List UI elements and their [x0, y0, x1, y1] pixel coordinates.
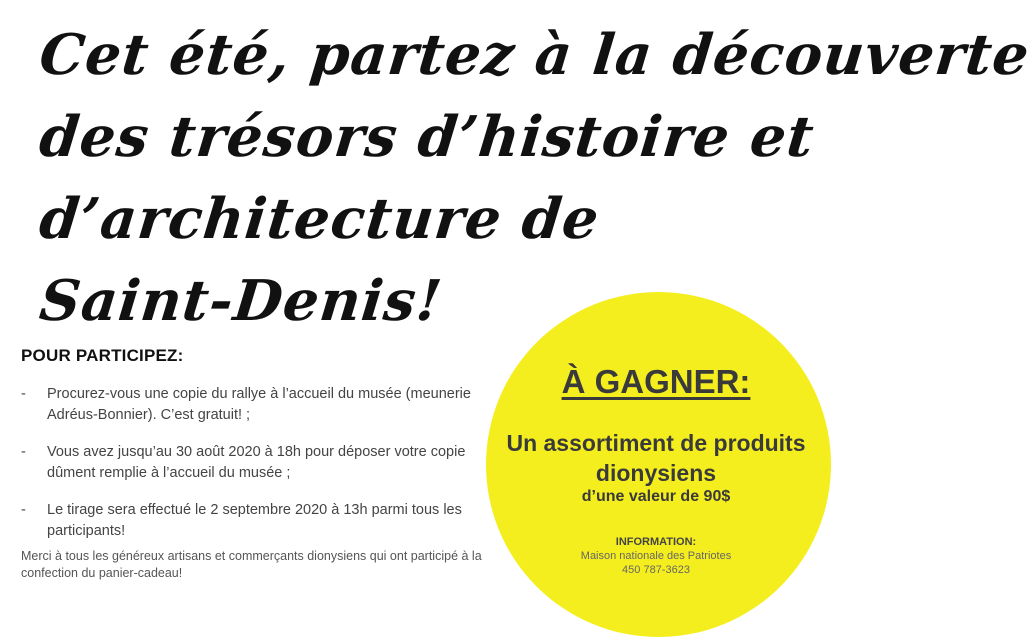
list-item [21, 500, 491, 542]
list-item [21, 384, 491, 426]
prize-value: d’une valeur de 90$ [581, 488, 731, 505]
headline-line-4: Saint-Denis! [36, 268, 446, 334]
list-item-text: Vous avez jusqu’au 30 août 2020 à 18h pour déposer votre copie dûment remplie à l’accueil du musée ; [47, 444, 466, 481]
prize-title: À GAGNER: [561, 363, 751, 400]
headline-line-2: des trésors d’histoire et [36, 104, 818, 170]
list-item [21, 442, 491, 484]
list-item-text: Procurez-vous une copie du rallye à l’accueil du musée (meunerie Adréus-Bonnier). C’est gratuit! ; [47, 386, 471, 423]
prize-description: Un assortiment de produits dionysiens [506, 430, 806, 486]
info-block [531, 535, 781, 577]
headline-line-1: Cet été, partez à la découverte [36, 22, 1033, 88]
bullet-dash: - [21, 444, 26, 460]
info-org: Maison nationale des Patriotes [580, 550, 732, 562]
thanks-note: Merci à tous les généreux artisans et commerçants dionysiens qui ont participé à la confection du panier-cadeau! [21, 549, 482, 580]
info-phone: 450 787-3623 [622, 564, 690, 576]
list-item-text: Le tirage sera effectué le 2 septembre 2020 à 13h parmi tous les participants! [47, 502, 462, 539]
bullet-dash: - [21, 502, 26, 518]
bullet-dash: - [21, 386, 26, 402]
info-label: INFORMATION: [615, 536, 697, 548]
participation-list [21, 384, 491, 558]
headline-line-3: d’architecture de [36, 186, 603, 252]
participation-title: POUR PARTICIPEZ: [21, 346, 184, 365]
